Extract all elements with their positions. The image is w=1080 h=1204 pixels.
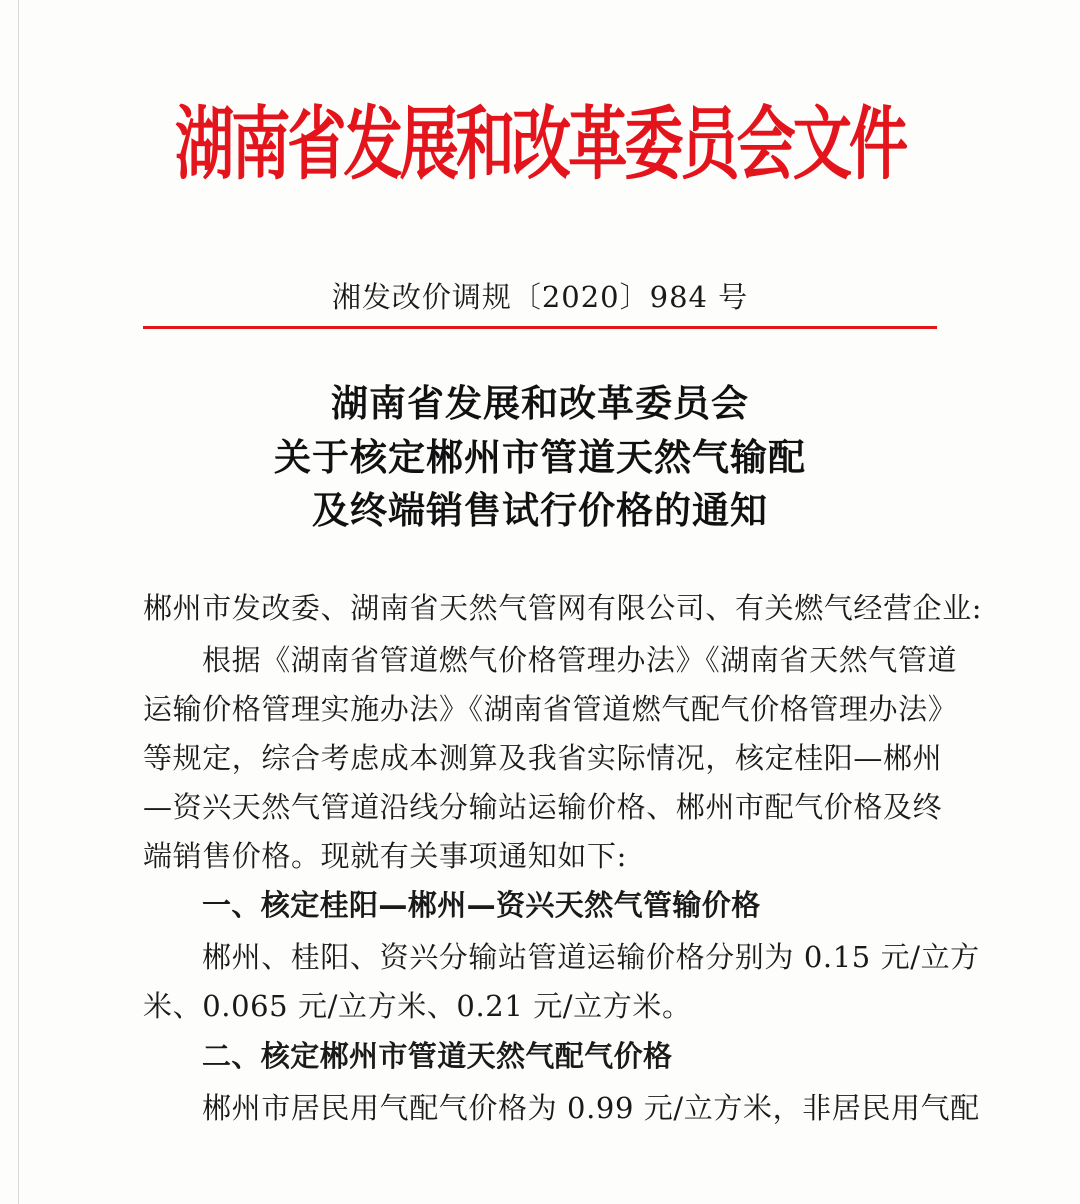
section-2-heading: 二、核定郴州市管道天然气配气价格 (202, 1039, 673, 1073)
page-edge-line (18, 0, 19, 1204)
addressee: 郴州市发改委、湖南省天然气管网有限公司、有关燃气经营企业: (143, 591, 983, 625)
notice-title-line-1: 湖南省发展和改革委员会 (331, 382, 749, 425)
notice-title-line-2: 关于核定郴州市管道天然气输配 (274, 436, 806, 479)
section-1-line-2: 米、0.065 元/立方米、0.21 元/立方米。 (143, 989, 692, 1023)
issuer-title: 湖南省发展和改革委员会文件 (174, 96, 906, 191)
intro-line-5: 端销售价格。现就有关事项通知如下: (143, 839, 627, 873)
intro-line-3: 等规定，综合考虑成本测算及我省实际情况，核定桂阳—郴州 (143, 741, 943, 775)
document-number: 湘发改价调规〔2020〕984 号 (331, 280, 749, 314)
notice-title-line-3: 及终端销售试行价格的通知 (312, 489, 768, 532)
section-2-line-1: 郴州市居民用气配气价格为 0.99 元/立方米，非居民用气配 (202, 1091, 980, 1125)
intro-line-4: —资兴天然气管道沿线分输站运输价格、郴州市配气价格及终 (143, 790, 943, 824)
section-1-line-1: 郴州、桂阳、资兴分输站管道运输价格分别为 0.15 元/立方 (202, 940, 980, 974)
intro-line-2: 运输价格管理实施办法》《湖南省管道燃气配气价格管理办法》 (143, 692, 958, 726)
section-1-heading: 一、核定桂阳—郴州—资兴天然气管输价格 (202, 888, 761, 922)
intro-line-1: 根据《湖南省管道燃气价格管理办法》《湖南省天然气管道 (202, 643, 958, 677)
red-divider (143, 326, 937, 329)
